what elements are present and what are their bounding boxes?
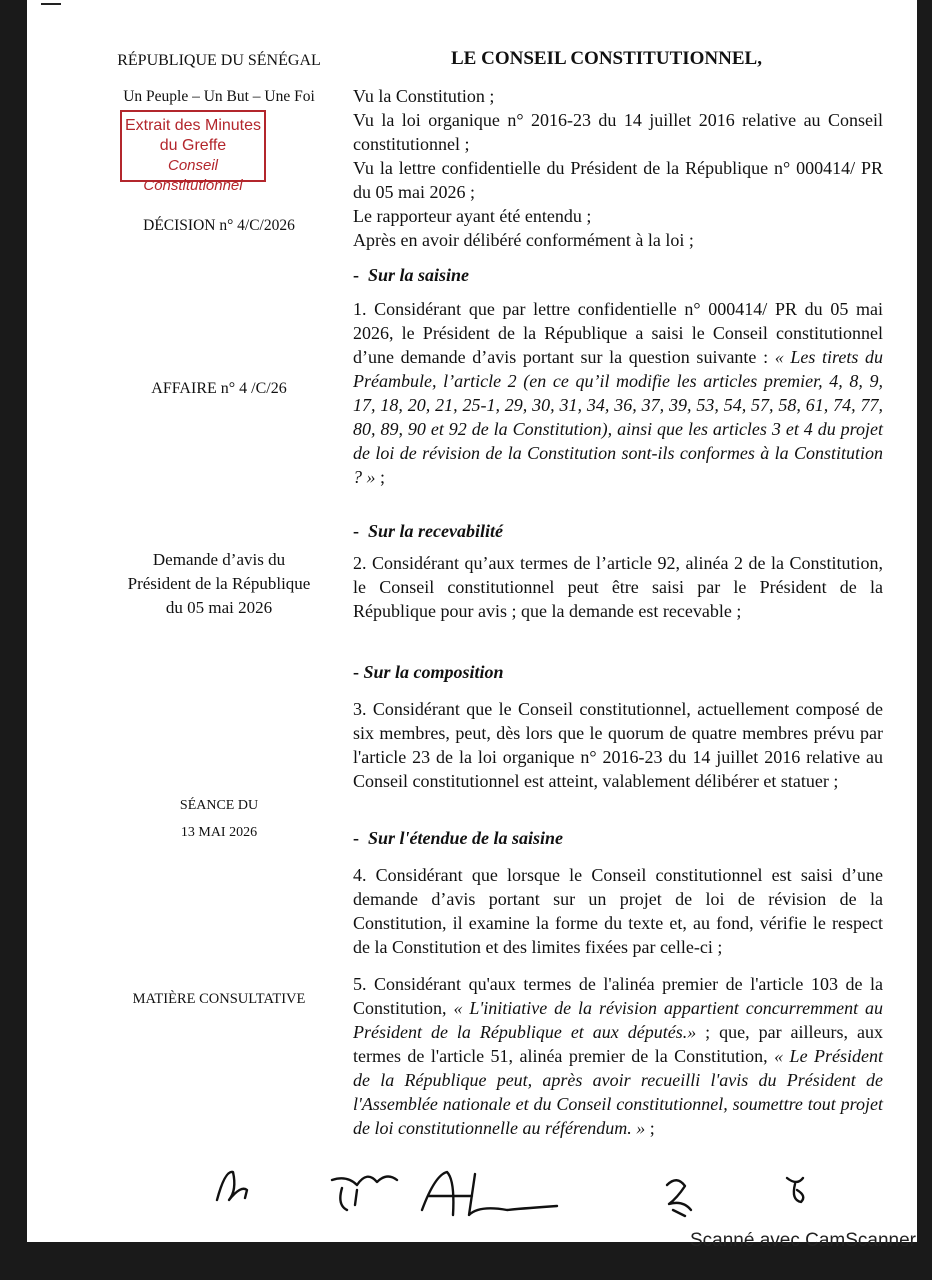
section-title-recevabilite: Sur la recevabilité xyxy=(368,521,503,541)
p2-text: 2. Considérant qu’aux termes de l’article 92, alinéa 2 de la Constitution, le Conseil constitutionnel peut être saisi par le Président de la République pour avis ; que la demande est recevable ; xyxy=(353,553,883,621)
section-heading-composition: - Sur la composition xyxy=(353,662,504,682)
p5-text-a: 5. Considérant qu'aux termes de l'alinéa premier de l'article 103 de la Constitution, xyxy=(353,974,883,1018)
document-page xyxy=(27,0,917,1242)
signature-2 xyxy=(332,1176,397,1210)
demande-line-2: Président de la République xyxy=(127,574,311,593)
p5-quote-2: « Le Président de la République peut, après avoir recueilli l'avis du Président de l'Assemblée nationale et du Conseil constitutionnel, soumettre tout projet de loi constitutionnelle au référendum. » xyxy=(353,1046,883,1138)
signatures-row xyxy=(207,1160,827,1230)
scan-mark xyxy=(41,3,61,5)
section-title-etendue: Sur l'étendue de la saisine xyxy=(368,828,564,848)
p1-end: ; xyxy=(375,467,386,487)
section-heading-saisine: - Sur la saisine xyxy=(353,265,470,285)
paragraph-5 xyxy=(353,972,883,1140)
paragraph-3 xyxy=(353,697,883,793)
stamp-line-1: Extrait des Minutes xyxy=(124,117,262,134)
visa-lettre: Vu la lettre confidentielle du Président de la République n° 000414/ PR du 05 mai 2026 ; xyxy=(353,158,883,202)
signature-3 xyxy=(422,1172,557,1215)
paragraph-1 xyxy=(353,297,883,489)
signature-5 xyxy=(787,1178,803,1202)
paragraph-2 xyxy=(353,551,883,623)
visa-rapporteur: Le rapporteur ayant été entendu ; xyxy=(353,206,592,226)
stamp-line-2: du Greffe xyxy=(159,137,227,154)
signature-1 xyxy=(217,1172,247,1200)
section-heading-etendue: - Sur l'étendue de la saisine xyxy=(353,828,564,848)
signatures-drawing xyxy=(207,1160,827,1230)
registry-stamp xyxy=(120,110,266,194)
seance-date: 13 MAI 2026 xyxy=(180,825,258,840)
seance-label: SÉANCE DU xyxy=(179,798,259,813)
republic-label: RÉPUBLIQUE DU SÉNÉGAL xyxy=(117,52,321,69)
p4-text: 4. Considérant que lorsque le Conseil constitutionnel est saisi d’une demande d’avis portant sur un projet de loi de révision de la Constitution, il examine la forme du texte et, au fond, vérifie le respect de la Constitution et des limites fixées par celle-ci ; xyxy=(353,865,883,957)
p5-text-b: ; que, par ailleurs, aux termes de l'article 51, alinéa premier de la Constitution, xyxy=(353,1022,883,1066)
visas-block xyxy=(353,84,883,252)
council-title: LE CONSEIL CONSTITUTIONNEL, xyxy=(451,48,762,69)
camscanner-watermark: Scanné avec CamScanner xyxy=(689,1230,916,1251)
signature-4 xyxy=(667,1180,691,1216)
paragraph-4 xyxy=(353,863,883,959)
demande-line-1: Demande d’avis du xyxy=(152,550,286,569)
p1-text: 1. Considérant que par lettre confidentielle n° 000414/ PR du 05 mai 2026, le Président de la République a saisi le Conseil constitutionnel d’une demande d’avis portant sur la question suivante : xyxy=(353,299,883,367)
section-title-composition: Sur la composition xyxy=(363,662,504,682)
visa-deliberation: Après en avoir délibéré conformément à la loi ; xyxy=(353,230,694,250)
decision-number: DÉCISION n° 4/C/2026 xyxy=(143,217,295,234)
p3-text: 3. Considérant que le Conseil constitutionnel, actuellement composé de six membres, peut, dès lors que le quorum de quatre membres prévu par l'article 23 de la loi organique n° 2016-23 du 14 juillet 2016 relative au Conseil constitutionnel est atteint, valablement délibérer et statuer ; xyxy=(353,699,883,791)
affaire-number: AFFAIRE n° 4 /C/26 xyxy=(151,380,287,397)
p1-quote: « Les tirets du Préambule, l’article 2 (en ce qu’il modifie les articles premier, 4, 8, 9, 17, 18, 20, 21, 25-1, 29, 30, 31, 34, 36, 37, 39, 53, 54, 57, 58, 61, 74, 77, 80, 89, 90 et 92 de la Constitution), ainsi que les articles 3 et 4 du projet de loi de révision de la Constitution sont-ils conformes à la Constitution ? » xyxy=(353,347,883,487)
visa-loi-organique: Vu la loi organique n° 2016-23 du 14 juillet 2016 relative au Conseil constitutionnel ; xyxy=(353,110,883,154)
visa-constitution: Vu la Constitution ; xyxy=(353,86,495,106)
national-motto: Un Peuple – Un But – Une Foi xyxy=(123,88,315,105)
p5-end: ; xyxy=(645,1118,655,1138)
stamp-line-3: Conseil Constitutionnel xyxy=(143,157,243,194)
p5-quote-1: « L'initiative de la révision appartient concurremment au Président de la République et aux députés.» xyxy=(353,998,883,1042)
section-heading-recevabilite: - Sur la recevabilité xyxy=(353,521,503,541)
section-title-saisine: Sur la saisine xyxy=(368,265,470,285)
demande-line-3: du 05 mai 2026 xyxy=(165,598,273,617)
matiere-label: MATIÈRE CONSULTATIVE xyxy=(132,991,306,1007)
